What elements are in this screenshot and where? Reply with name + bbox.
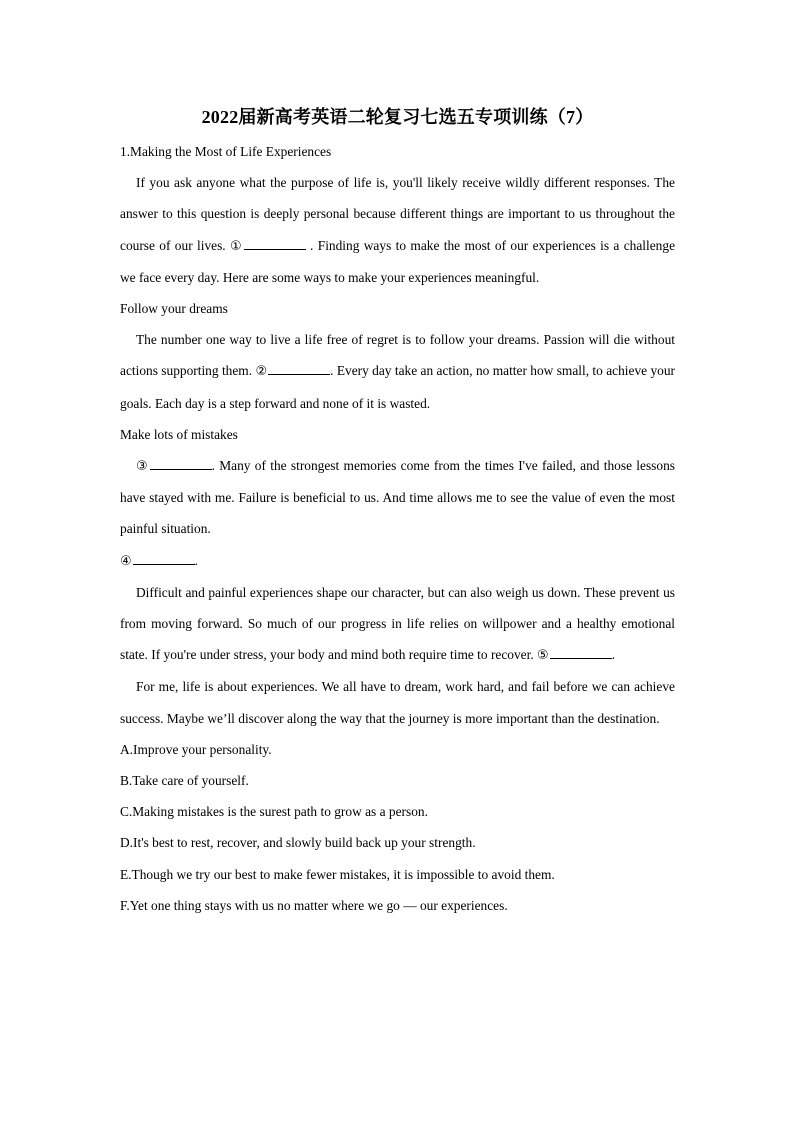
paragraph-2: [120, 324, 675, 419]
blank-2-number: ②: [255, 364, 268, 380]
blank-3-number: ③: [136, 459, 149, 475]
option-c: C.Making mistakes is the surest path to grow as a person.: [120, 804, 428, 820]
blank-2[interactable]: [268, 362, 330, 375]
option-b: B.Take care of yourself.: [120, 773, 249, 789]
paragraph-4-text-before: Difficult and painful experiences shape our character, but can also weigh us down. These prevent us from moving forward. So much of our progress in life relies on willpower and a healthy emotional state. If you're under stress, your body and mind both require time to recover.: [120, 584, 675, 663]
paragraph-1: [120, 167, 675, 293]
blank-1[interactable]: [244, 237, 306, 250]
blank-3[interactable]: [150, 457, 212, 470]
option-a: A.Improve your personality.: [120, 741, 272, 757]
paragraph-2-text-before: The number one way to live a life free of regret is to follow your dreams. Passion will die without actions supporting them.: [120, 332, 675, 379]
blank-4[interactable]: [133, 552, 195, 565]
paragraph-3: [120, 450, 675, 545]
subheading-follow-dreams: Follow your dreams: [120, 301, 228, 317]
paragraph-4-text-after: .: [611, 647, 616, 663]
paragraph-1-text-after: . Finding ways to make the most of our experiences is a challenge we face every day. Here are some ways to make your experiences meaningful.: [120, 237, 676, 285]
paragraph-1-text-before: If you ask anyone what the purpose of life is, you'll likely receive wildly different responses. The answer to this question is deeply personal because different things are important to us throughout the course of our lives.: [120, 175, 675, 253]
blank-1-number: ①: [230, 238, 243, 254]
paragraph-4: [120, 577, 675, 672]
document-title: 2022届新高考英语二轮复习七选五专项训练（7）: [201, 107, 594, 127]
option-d: D.It's best to rest, recover, and slowly build back up your strength.: [120, 835, 476, 851]
option-e: E.Though we try our best to make fewer mistakes, it is impossible to avoid them.: [120, 866, 555, 882]
subheading-blank-4: [120, 545, 675, 577]
options-list: [120, 734, 675, 921]
blank-4-number: ④: [120, 553, 132, 569]
paragraph-2-text-after: . Every day take an action, no matter how small, to achieve your goals. Each day is a step forward and none of it is wasted.: [120, 363, 675, 411]
blank-5-number: ⑤: [537, 648, 549, 664]
blank-5[interactable]: [550, 646, 612, 659]
option-f: F.Yet one thing stays with us no matter where we go — our experiences.: [120, 897, 508, 913]
paragraph-5: For me, life is about experiences. We all have to dream, work hard, and fail before we can achieve success. Maybe we’ll discover along the way that the journey is more important than the destination.: [120, 679, 675, 726]
passage-heading: 1.Making the Most of Life Experiences: [120, 144, 332, 159]
paragraph-3-text-after: . Many of the strongest memories come from the times I've failed, and those lessons have stayed with me. Failure is beneficial to us. And time allows me to see the value of even the most painful situation.: [120, 458, 675, 537]
subheading-blank-4-end: .: [194, 552, 199, 568]
subheading-mistakes: Make lots of mistakes: [120, 426, 238, 442]
document-page: [120, 100, 675, 921]
